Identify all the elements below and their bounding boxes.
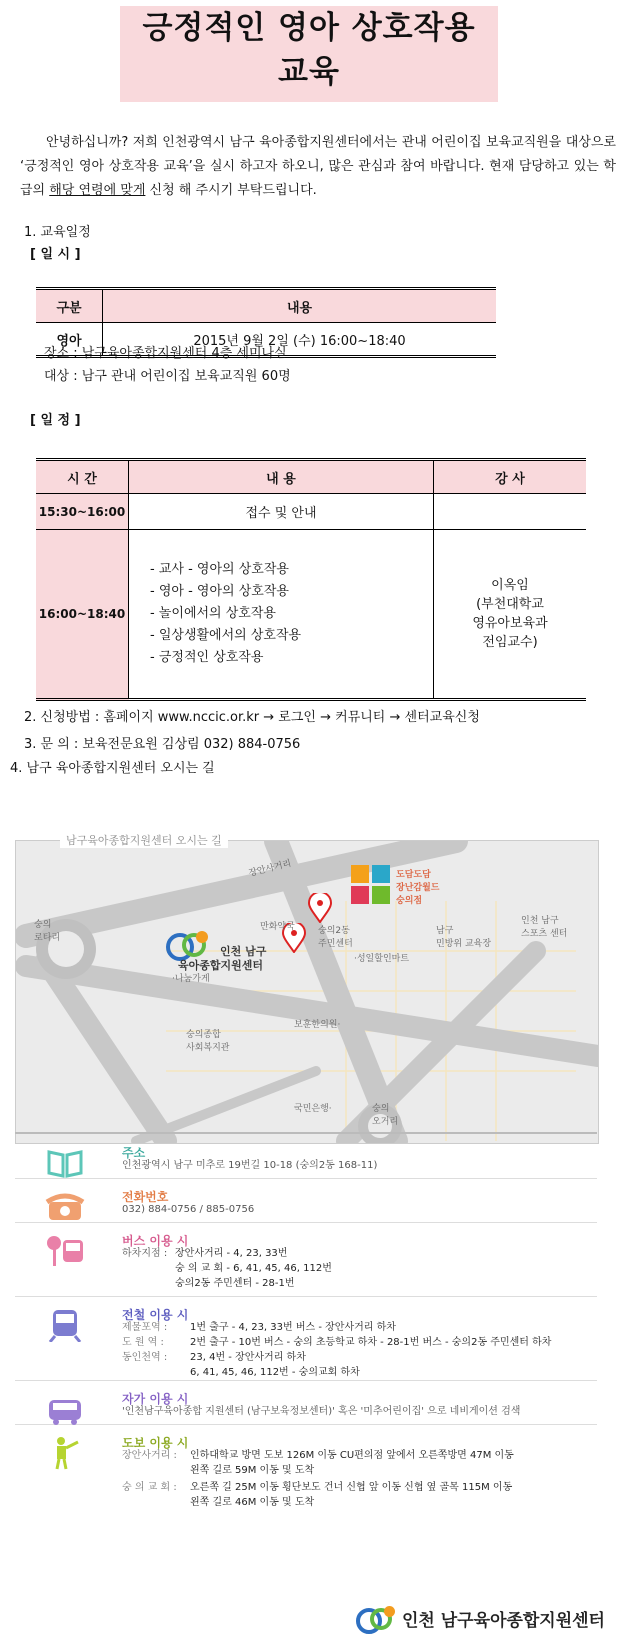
- lecturer-line: 영유아보육과: [472, 616, 548, 631]
- info-car: [15, 1380, 597, 1425]
- lecturer-line: 전임교수): [482, 635, 538, 650]
- info-title: 주소: [122, 1146, 146, 1160]
- info-line: 숭의2동 주민센터 - 28-1번: [175, 1278, 295, 1289]
- title-line-2: 교육: [278, 54, 340, 90]
- info-text: '인천남구육아종합 지원센터 (남구보육정보센터)' 혹은 '미추어린이집' 으로 네비게이션 검색: [122, 1406, 521, 1417]
- label-sports: 인천 남구 스포츠 센터: [521, 916, 568, 939]
- list-item: - 영아 - 영아의 상호작용: [150, 584, 289, 599]
- info-value: 인하대학교 방면 도보 126M 이동 CU편의점 앞에서 오른쪽방면 47M 이동: [190, 1450, 514, 1461]
- label-boheon: 보훈한의원·: [294, 1020, 341, 1030]
- center-logo-icon: [166, 929, 212, 959]
- label-rotary: 숭의 로타리: [34, 920, 61, 943]
- info-row: [122, 1480, 512, 1495]
- subway-icon: [45, 1308, 85, 1342]
- table-cell: 영아: [36, 323, 103, 357]
- info-title: 전화번호: [122, 1190, 169, 1204]
- label-center-2: 육아종합지원센터: [178, 959, 264, 972]
- label-sungui2: 숭의2동 주민센터: [318, 926, 353, 949]
- header-cell: 강 사: [434, 460, 587, 494]
- footer-logo-text: 인천 남구육아종합지원센터: [402, 1611, 605, 1631]
- content-cell: [129, 530, 434, 700]
- table-header-row: [36, 460, 586, 494]
- info-text: 032) 884-0756 / 885-0756: [122, 1204, 255, 1215]
- info-row: [122, 1350, 306, 1365]
- sub-heading-schedule: [ 일 정 ]: [30, 413, 81, 428]
- table-header-row: [36, 289, 496, 323]
- label-namgu-edu: 남구 민방위 교육장: [436, 926, 492, 949]
- info-address: [15, 1134, 597, 1179]
- info-walk: [15, 1424, 597, 1512]
- schedule-table: [36, 458, 586, 701]
- map: [15, 840, 599, 1144]
- info-key: 하차지점 :: [122, 1248, 168, 1259]
- info-title: 버스 이용 시: [122, 1234, 189, 1248]
- info-value: 23, 4번 - 장안사거리 하차: [190, 1352, 306, 1363]
- dodam-logo-icon: [351, 865, 391, 905]
- map-pin-icon: [308, 893, 332, 923]
- label-kookmin: 국민은행·: [294, 1104, 332, 1114]
- info-row: [122, 1448, 514, 1463]
- lecturer-line: (부천대학교: [476, 597, 544, 612]
- lecturer-cell: [434, 494, 587, 530]
- info-line: 숭 의 교 회 - 6, 41, 45, 46, 112번: [175, 1263, 332, 1274]
- header-cell: 구분: [36, 289, 103, 323]
- info-bus: [15, 1222, 597, 1297]
- bus-stop-icon: [45, 1234, 85, 1268]
- time-cell: 15:30~16:00: [36, 494, 129, 530]
- info-title: 자가 이용 시: [122, 1392, 189, 1406]
- info-row: [122, 1463, 314, 1478]
- list-item: - 긍정적인 상호작용: [150, 650, 264, 665]
- topic-list: [130, 559, 432, 669]
- directions-heading: 4. 남구 육아종합지원센터 오시는 길: [10, 761, 215, 776]
- list-item: - 일상생활에서의 상호작용: [150, 628, 302, 643]
- info-row: [122, 1320, 396, 1335]
- info-value: 왼쪽 길로 46M 이동 및 도착: [190, 1497, 315, 1508]
- info-key: 동인천역 :: [122, 1352, 168, 1363]
- footer-logo-icon: [356, 1602, 398, 1632]
- info-subway: [15, 1296, 597, 1381]
- info-key: 도 원 역 :: [122, 1337, 164, 1348]
- info-text: 인천광역시 남구 미추로 19번길 10-18 (숭의2동 168-11): [122, 1160, 378, 1171]
- info-value: 6, 41, 45, 46, 112번 - 숭의교회 하차: [190, 1367, 360, 1378]
- info-value: 왼쪽 길로 59M 이동 및 도착: [190, 1465, 315, 1476]
- sub-heading-date: [ 일 시 ]: [30, 247, 81, 262]
- info-value: 2번 출구 - 10번 버스 - 숭의 초등학교 하차 - 28-1번 버스 - 숭의2동 주민센터 하차: [190, 1337, 552, 1348]
- header-cell: 시 간: [36, 460, 129, 494]
- apply-method: 2. 신청방법 : 홈페이지 www.nccic.or.kr → 로그인 → 커뮤니티 → 센터교육신청: [24, 710, 480, 725]
- info-line: 장안사거리 - 4, 23, 33번: [175, 1248, 288, 1259]
- header-cell: 내용: [103, 289, 497, 323]
- map-roads: [16, 841, 598, 1143]
- walking-person-icon: [45, 1436, 85, 1470]
- info-value: 오른쪽 길 25M 이동 횡단보도 건너 신협 앞 이동 신협 옆 골목 115M 이동: [190, 1482, 513, 1493]
- info-row: [122, 1495, 314, 1510]
- label-jangan: 장안사거리: [247, 858, 293, 880]
- label-nadeum: ·나눔가게: [172, 974, 210, 984]
- target-text: 대상 : 남구 관내 어린이집 보육교직원 60명: [44, 369, 291, 384]
- lecturer-line: 이옥임: [491, 578, 529, 593]
- label-sungui-ogeori: 숭의 오거리: [372, 1104, 399, 1127]
- info-row: [122, 1365, 360, 1380]
- phone-icon: [45, 1190, 85, 1224]
- table-row: [36, 530, 586, 700]
- time-cell: 16:00~18:40: [36, 530, 129, 700]
- section-heading-schedule: 1. 교육일정: [24, 225, 91, 240]
- info-title: 전철 이용 시: [122, 1308, 189, 1322]
- header-cell: 내 용: [129, 460, 434, 494]
- label-center-1: 인천 남구: [220, 945, 267, 958]
- list-item: - 놀이에서의 상호작용: [150, 606, 276, 621]
- list-item: - 교사 - 영아의 상호작용: [150, 562, 289, 577]
- car-icon: [45, 1392, 85, 1426]
- label-dodam: 도담도담 장난감월드 숭의점: [396, 870, 440, 906]
- table-cell: 2015년 9월 2일 (수) 16:00~18:40: [103, 323, 497, 357]
- label-manhwa: 만화약국: [260, 922, 295, 932]
- info-row: [122, 1335, 551, 1350]
- info-value: 1번 출구 - 4, 23, 33번 버스 - 장안사거리 하차: [190, 1322, 396, 1333]
- map-caption: 남구육아종합지원센터 오시는 길: [60, 832, 228, 848]
- info-key: 숭 의 교 회 :: [122, 1482, 177, 1493]
- inquiry: 3. 문 의 : 보육전문요원 김상림 032) 884-0756: [24, 737, 301, 752]
- content-cell: 접수 및 안내: [129, 494, 434, 530]
- info-phone: [15, 1178, 597, 1223]
- label-seongil: ·성일할인마트: [354, 954, 410, 964]
- lecturer-cell: [434, 530, 587, 700]
- book-icon: [45, 1146, 85, 1180]
- table-row: [36, 494, 586, 530]
- intro-underlined: 해당 연령에 맞게: [49, 183, 146, 198]
- intro-text-2: 신청 해 주시기 부탁드립니다.: [145, 183, 317, 198]
- intro-paragraph: [20, 131, 616, 203]
- intro-text-1: 안녕하십니까? 저희 인천광역시 남구 육아종합지원센터에서는 관내 어린이집 보육교직원을 대상으로 ‘긍정적인 영아 상호작용 교육’을 실시 하고자 하오니, 많은 관심과 참여 바랍니다. 현재 담당하고 있는 학급의: [20, 135, 616, 198]
- title-banner: [120, 6, 498, 102]
- info-key: 제물포역 :: [122, 1322, 168, 1333]
- info-key: 장안사거리 :: [122, 1450, 177, 1461]
- place-text: 장소 : 남구육아종합지원센터 4층 세미나실: [44, 346, 287, 361]
- info-title: 도보 이용 시: [122, 1436, 189, 1450]
- label-welfare: 숭의종합 사회복지관: [186, 1030, 230, 1053]
- title-line-1: 긍정적인 영아 상호작용: [142, 10, 476, 46]
